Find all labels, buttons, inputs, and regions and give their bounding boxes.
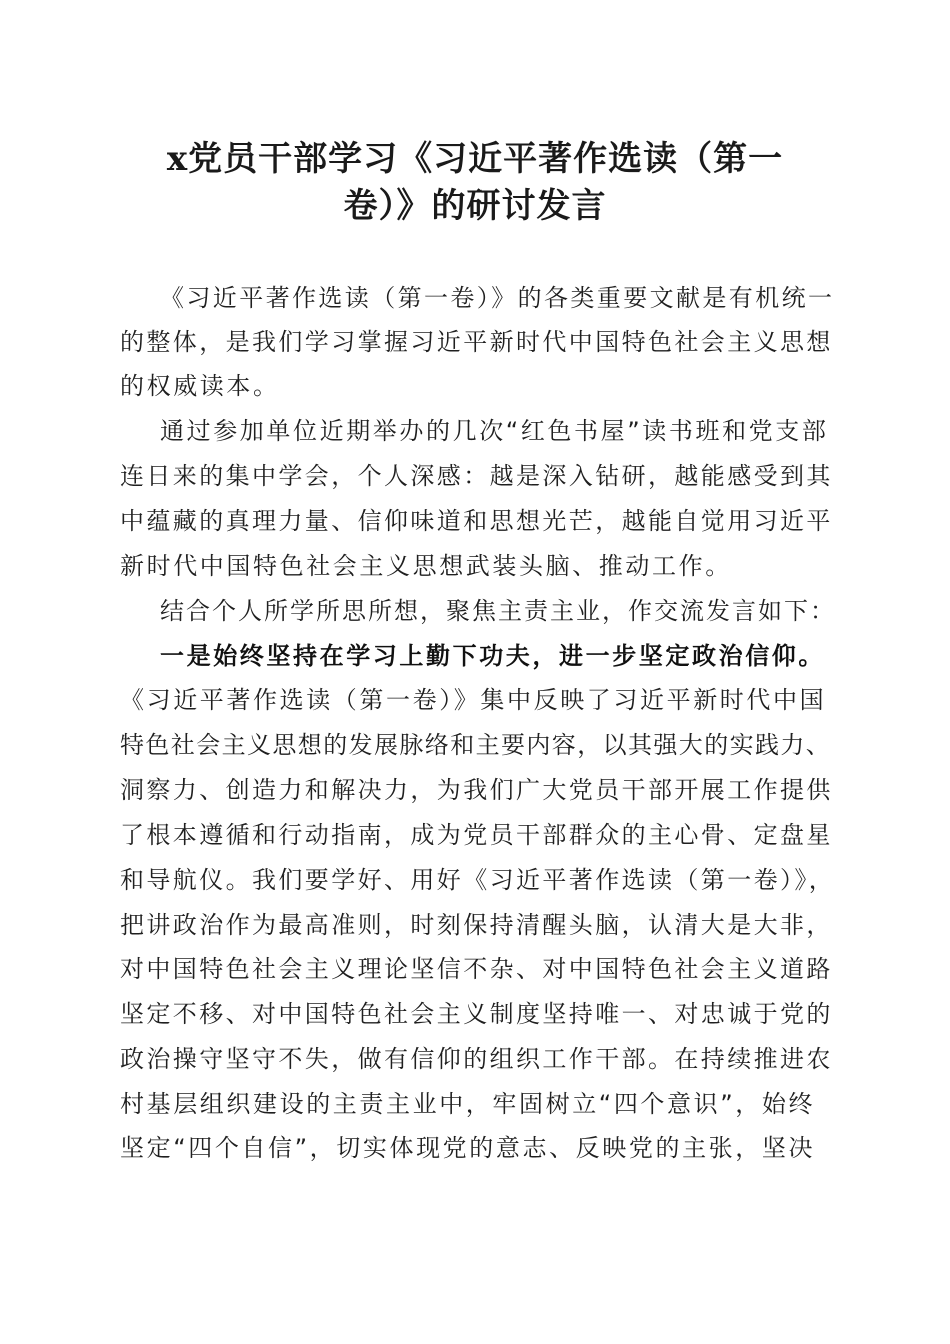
body-line: 的权威读本。	[120, 372, 280, 400]
body-line: 连日来的集中学会，个人深感：越是深入钻研，越能感受到其	[120, 462, 833, 490]
body-line: 村基层组织建设的主责主业中，牢固树立“四个意识”，始终	[120, 1090, 816, 1118]
body-line: 中蕴藏的真理力量、信仰味道和思想光芒，越能自觉用习近平	[120, 507, 833, 535]
body-line: 把讲政治作为最高准则，时刻保持清醒头脑，认清大是大非，	[120, 911, 833, 939]
body-line: 的整体，是我们学习掌握习近平新时代中国特色社会主义思想	[120, 328, 833, 356]
body-line: 坚定“四个自信”，切实体现党的意志、反映党的主张，坚决	[120, 1134, 816, 1162]
body-line: 特色社会主义思想的发展脉络和主要内容，以其强大的实践力、	[120, 731, 832, 759]
body-line: 洞察力、创造力和解决力，为我们广大党员干部开展工作提供	[120, 776, 833, 804]
body-line: 结合个人所学所思所想，聚焦主责主业，作交流发言如下：	[160, 597, 836, 625]
body-line: 新时代中国特色社会主义思想武装头脑、推动工作。	[120, 552, 732, 580]
body-line: 了根本遵循和行动指南，成为党员干部群众的主心骨、定盘星	[120, 821, 833, 849]
body-line: 和导航仪。我们要学好、用好《习近平著作选读（第一卷）》，	[120, 866, 836, 894]
body-line: 《习近平著作选读（第一卷）》的各类重要文献是有机统一	[160, 284, 835, 312]
body-line: 《习近平著作选读（第一卷）》集中反映了习近平新时代中国	[120, 686, 827, 714]
body-line: 通过参加单位近期举办的几次“红色书屋”读书班和党支部	[160, 417, 829, 445]
section-heading: 一是始终坚持在学习上勤下功夫，进一步坚定政治信仰。	[160, 642, 825, 670]
document-title-line-2: 卷）》的研讨发言	[343, 186, 607, 226]
document-title-line-1: x党员干部学习《习近平著作选读（第一	[166, 139, 784, 179]
body-line: 对中国特色社会主义理论坚信不杂、对中国特色社会主义道路	[120, 955, 833, 983]
body-line: 坚定不移、对中国特色社会主义制度坚持唯一、对忠诚于党的	[120, 1000, 833, 1028]
body-line: 政治操守坚守不失，做有信仰的组织工作干部。在持续推进农	[120, 1045, 833, 1073]
